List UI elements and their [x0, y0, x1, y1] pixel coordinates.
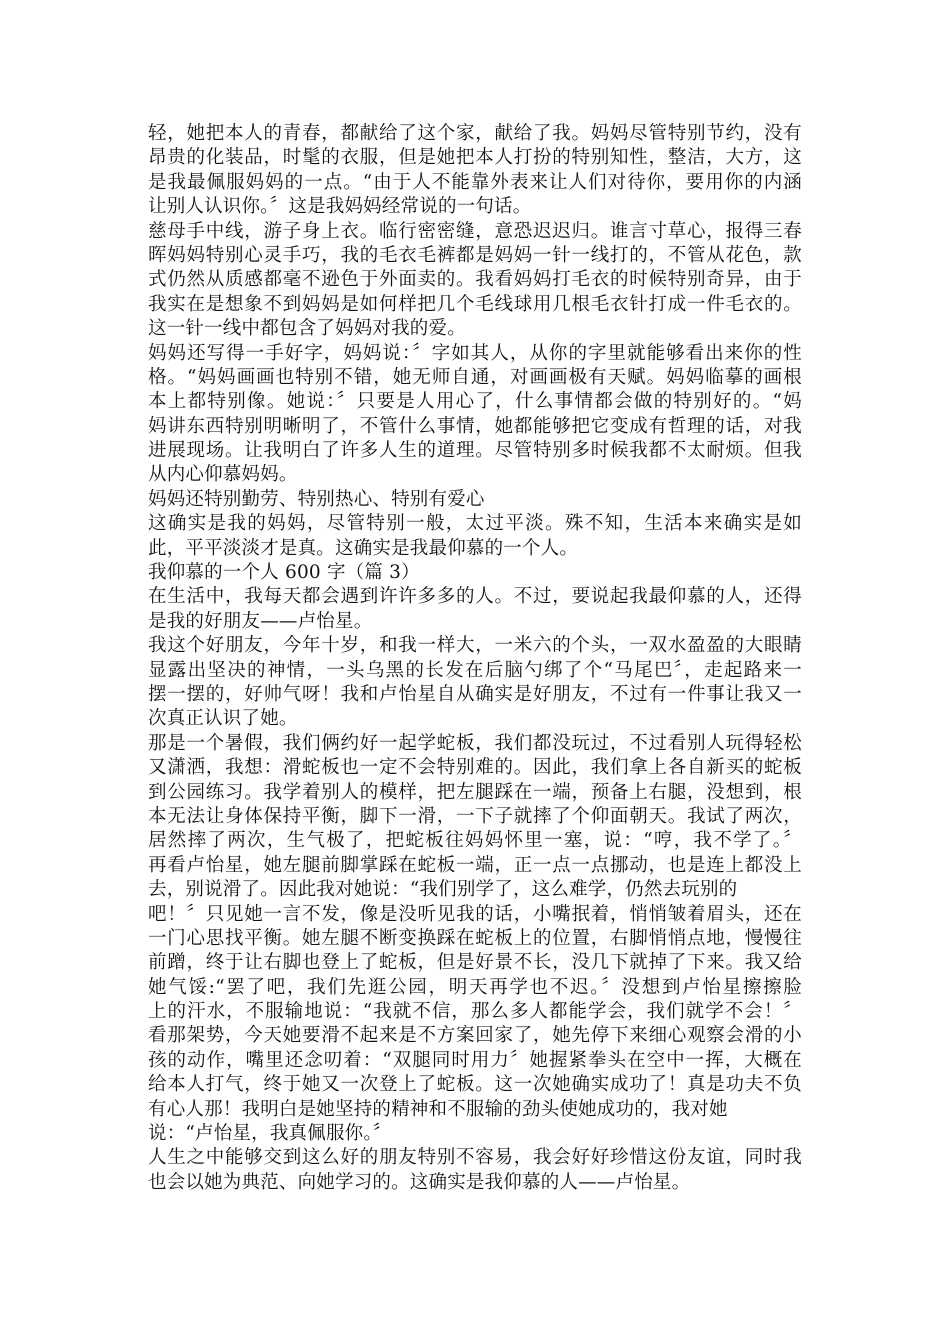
text-line: 我实在是想象不到妈妈是如何样把几个毛线球用几根毛衣针打成一件毛衣的。: [148, 293, 802, 315]
text-line: 给本人打气，终于她又一次登上了蛇板。这一次她确实成功了！真是功夫不负: [148, 1074, 802, 1096]
text-line: 昂贵的化装品，时髦的衣服，但是她把本人打扮的特别知性，整洁，大方，这: [148, 147, 802, 169]
text-line: 式仍然从质感都毫不逊色于外面卖的。我看妈妈打毛衣的时候特别奇异，由于: [148, 269, 802, 291]
text-line: 也会以她为典范、向她学习的。这确实是我仰慕的人——卢怡星。: [148, 1171, 691, 1193]
text-line: 次真正认识了她。: [148, 708, 298, 730]
text-line: 格。“妈妈画画也特别不错，她无师自通，对画画极有天赋。妈妈临摹的画根: [148, 366, 802, 388]
text-line: 上的汗水，不服输地说：“我就不信，那么多人都能学会，我们就学不会！〞: [148, 1001, 802, 1023]
text-line: 孩的动作，嘴里还念叨着：“双腿同时用力〞她握紧拳头在空中一挥，大概在: [148, 1049, 802, 1071]
text-line: 此，平平淡淡才是真。这确实是我最仰慕的一个人。: [148, 537, 579, 559]
text-line: 看那架势，今天她要滑不起来是不方案回家了，她先停下来细心观察会滑的小: [148, 1025, 802, 1047]
text-line: 一门心思找平衡。她左腿不断变换踩在蛇板上的位置，右脚悄悄点地，慢慢往: [148, 927, 802, 949]
text-line: 是我的好朋友——卢怡星。: [148, 610, 373, 632]
text-line: 前蹭，终于让右脚也登上了蛇板，但是好景不长，没几下就掉了下来。我又给: [148, 952, 802, 974]
text-line: 慈母手中线，游子身上衣。临行密密缝，意恐迟迟归。谁言寸草心，报得三春: [148, 220, 802, 242]
text-line: 到公园练习。我学着别人的模样，把左腿踩在一端，预备上右腿，没想到，根: [148, 781, 802, 803]
text-line: 晖妈妈特别心灵手巧，我的毛衣毛裤都是妈妈一针一线打的，不管从花色，款: [148, 244, 802, 266]
text-line: 那是一个暑假，我们俩约好一起学蛇板，我们都没玩过，不过看别人玩得轻松: [148, 732, 802, 754]
text-line: 我仰慕的一个人 600 字（篇 3）: [148, 562, 420, 584]
text-line: 说：“卢怡星，我真佩服你。〞: [148, 1123, 392, 1145]
text-line: 她气馁:“罢了吧，我们先逛公园，明天再学也不迟。〞没想到卢怡星擦擦脸: [148, 976, 802, 998]
text-line: 又潇洒，我想：滑蛇板也一定不会特别难的。因此，我们拿上各自新买的蛇板: [148, 757, 802, 779]
text-line: 轻，她把本人的青春，都献给了这个家，献给了我。妈妈尽管特别节约，没有: [148, 123, 802, 144]
text-line: 显露出坚决的神情，一头乌黑的长发在后脑勺绑了个“马尾巴〞，走起路来一: [148, 659, 802, 681]
text-line: 人生之中能够交到这么好的朋友特别不容易，我会好好珍惜这份友谊，同时我: [148, 1147, 802, 1169]
text-line: 我这个好朋友，今年十岁，和我一样大，一米六的个头，一双水盈盈的大眼睛: [148, 635, 802, 657]
text-line: 本上都特别像。她说：〞只要是人用心了，什么事情都会做的特别好的。“妈: [148, 391, 802, 413]
text-line: 妈妈还写得一手好字，妈妈说：〞字如其人，从你的字里就能够看出来你的性: [148, 342, 802, 364]
text-line: 本无法让身体保持平衡，脚下一滑，一下子就摔了个仰面朝天。我试了两次，: [148, 805, 802, 827]
document-body: [148, 122, 802, 1195]
text-line: 居然摔了两次，生气极了，把蛇板往妈妈怀里一塞，说：“哼，我不学了。〞: [148, 830, 802, 852]
text-line: 去，别说滑了。因此我对她说：“我们别学了，这么难学，仍然去玩别的: [148, 879, 738, 901]
text-line: 在生活中，我每天都会遇到许许多多的人。不过，要说起我最仰慕的人，还得: [148, 586, 802, 608]
text-line: 这一针一线中都包含了妈妈对我的爱。: [148, 318, 466, 340]
text-line: 摆一摆的，好帅气呀！我和卢怡星自从确实是好朋友，不过有一件事让我又一: [148, 683, 802, 705]
text-line: 进展现场。让我明白了许多人生的道理。尽管特别多时候我都不太耐烦。但我: [148, 440, 802, 462]
text-line: 这确实是我的妈妈，尽管特别一般，太过平淡。殊不知，生活本来确实是如: [148, 513, 802, 535]
text-line: 是我最佩服妈妈的一点。“由于人不能靠外表来让人们对待你，要用你的内涵: [148, 171, 802, 193]
text-line: 让别人认识你。〞这是我妈妈经常说的一句话。: [148, 196, 532, 218]
text-line: 从内心仰慕妈妈。: [148, 464, 298, 486]
text-line: 妈讲东西特别明晰明了，不管什么事情，她都能够把它变成有哲理的话，对我: [148, 415, 802, 437]
text-line: 有心人那！我明白是她坚持的精神和不服输的劲头使她成功的，我对她: [148, 1098, 728, 1120]
text-line: 妈妈还特别勤劳、特别热心、特别有爱心: [148, 488, 485, 510]
text-line: 吧！〞只见她一言不发，像是没听见我的话，小嘴抿着，悄悄皱着眉头，还在: [148, 903, 802, 925]
text-line: 再看卢怡星，她左腿前脚掌踩在蛇板一端，正一点一点挪动，也是连上都没上: [148, 854, 802, 876]
